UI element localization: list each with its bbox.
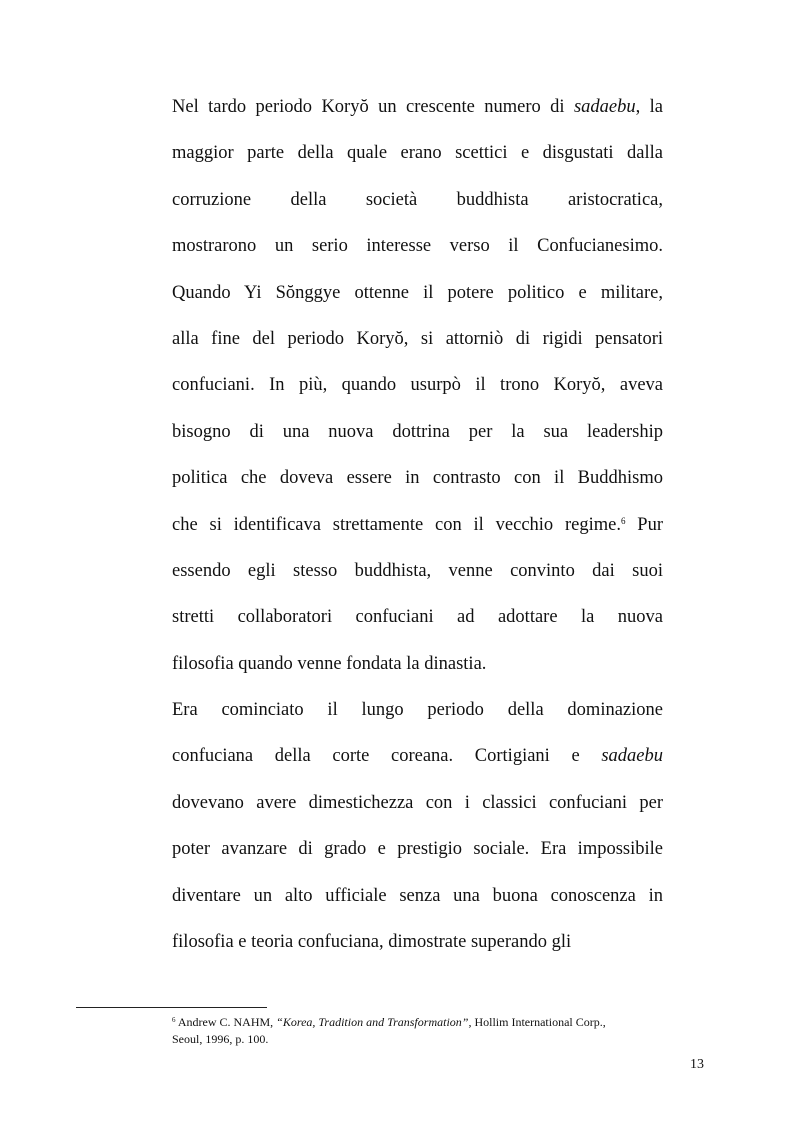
text-line: [172, 780, 663, 826]
text-line: [172, 223, 663, 269]
text-run: , la: [635, 97, 663, 117]
text-run: corruzione della società buddhista aristocratica,: [172, 189, 663, 210]
text-run: poter avanzare di grado e prestigio sociale. Era impossibile: [172, 839, 663, 860]
text-run: dovevano avere dimestichezza con i classici confuciani per: [172, 792, 663, 813]
text-line: [172, 641, 663, 687]
text-run: Era cominciato il lungo periodo della dominazione: [172, 700, 663, 720]
text-run: essendo egli stesso buddhista, venne convinto dai suoi: [172, 560, 663, 581]
text-line: [172, 826, 663, 872]
page-number: 13: [690, 1057, 704, 1072]
text-run: filosofia e teoria confuciana, dimostrate superando gli: [172, 931, 572, 952]
text-run: Andrew C. NAHM,: [175, 1015, 277, 1029]
text-run: stretti collaboratori confuciani ad adottare la nuova: [172, 607, 663, 628]
text-line: [172, 84, 663, 130]
text-run: sadaebu: [601, 746, 663, 767]
text-run: Quando Yi Sŏnggye ottenne il potere politico e militare,: [172, 282, 663, 303]
text-run: mostrarono un serio interesse verso il Confucianesimo.: [172, 236, 663, 257]
footnote-line: [172, 1031, 663, 1048]
text-run: confuciana della corte coreana. Cortigiani e: [172, 746, 602, 767]
text-run: “Korea, Tradition and Transformation”,: [276, 1015, 472, 1029]
text-run: Nel tardo periodo Koryŏ un crescente numero di: [172, 97, 574, 117]
text-run: politica che doveva essere in contrasto con il Buddhismo: [172, 468, 663, 489]
text-line: [172, 687, 663, 733]
text-run: bisogno di una nuova dottrina per la sua leadership: [172, 421, 663, 442]
footnote-reference: 6: [172, 1016, 176, 1024]
text-line: [172, 919, 663, 965]
text-run: filosofia quando venne fondata la dinastia.: [172, 653, 487, 674]
text-run: sadaebu: [573, 97, 636, 117]
footnote-6: [172, 1014, 663, 1048]
footnote-separator: [76, 1007, 267, 1008]
paragraph-1: [172, 84, 663, 687]
text-run: Pur: [625, 514, 664, 535]
text-line: [172, 455, 663, 501]
text-line: [172, 594, 663, 640]
text-run: Hollim International Corp.,: [471, 1015, 606, 1029]
text-run: alla fine del periodo Koryŏ, si attorniò di rigidi pensatori: [172, 328, 663, 349]
text-line: [172, 130, 663, 176]
text-line: [172, 733, 663, 779]
text-run: maggior parte della quale erano scettici e disgustati dalla: [172, 143, 663, 164]
text-run: confuciani. In più, quando usurpò il trono Koryŏ, aveva: [172, 375, 663, 396]
text-run: diventare un alto ufficiale senza una buona conoscenza in: [172, 885, 663, 906]
text-line: [172, 502, 663, 548]
text-line: [172, 316, 663, 362]
footnote-reference: 6: [620, 515, 626, 526]
text-line: [172, 177, 663, 223]
text-run: Seoul, 1996, p. 100.: [172, 1032, 269, 1046]
text-run: che si identificava strettamente con il vecchio regime.: [172, 514, 621, 535]
text-line: [172, 270, 663, 316]
text-line: [172, 873, 663, 919]
text-line: [172, 409, 663, 455]
footnote-line: [172, 1014, 663, 1031]
text-line: [172, 362, 663, 408]
text-line: [172, 548, 663, 594]
paragraph-2: [172, 687, 663, 965]
